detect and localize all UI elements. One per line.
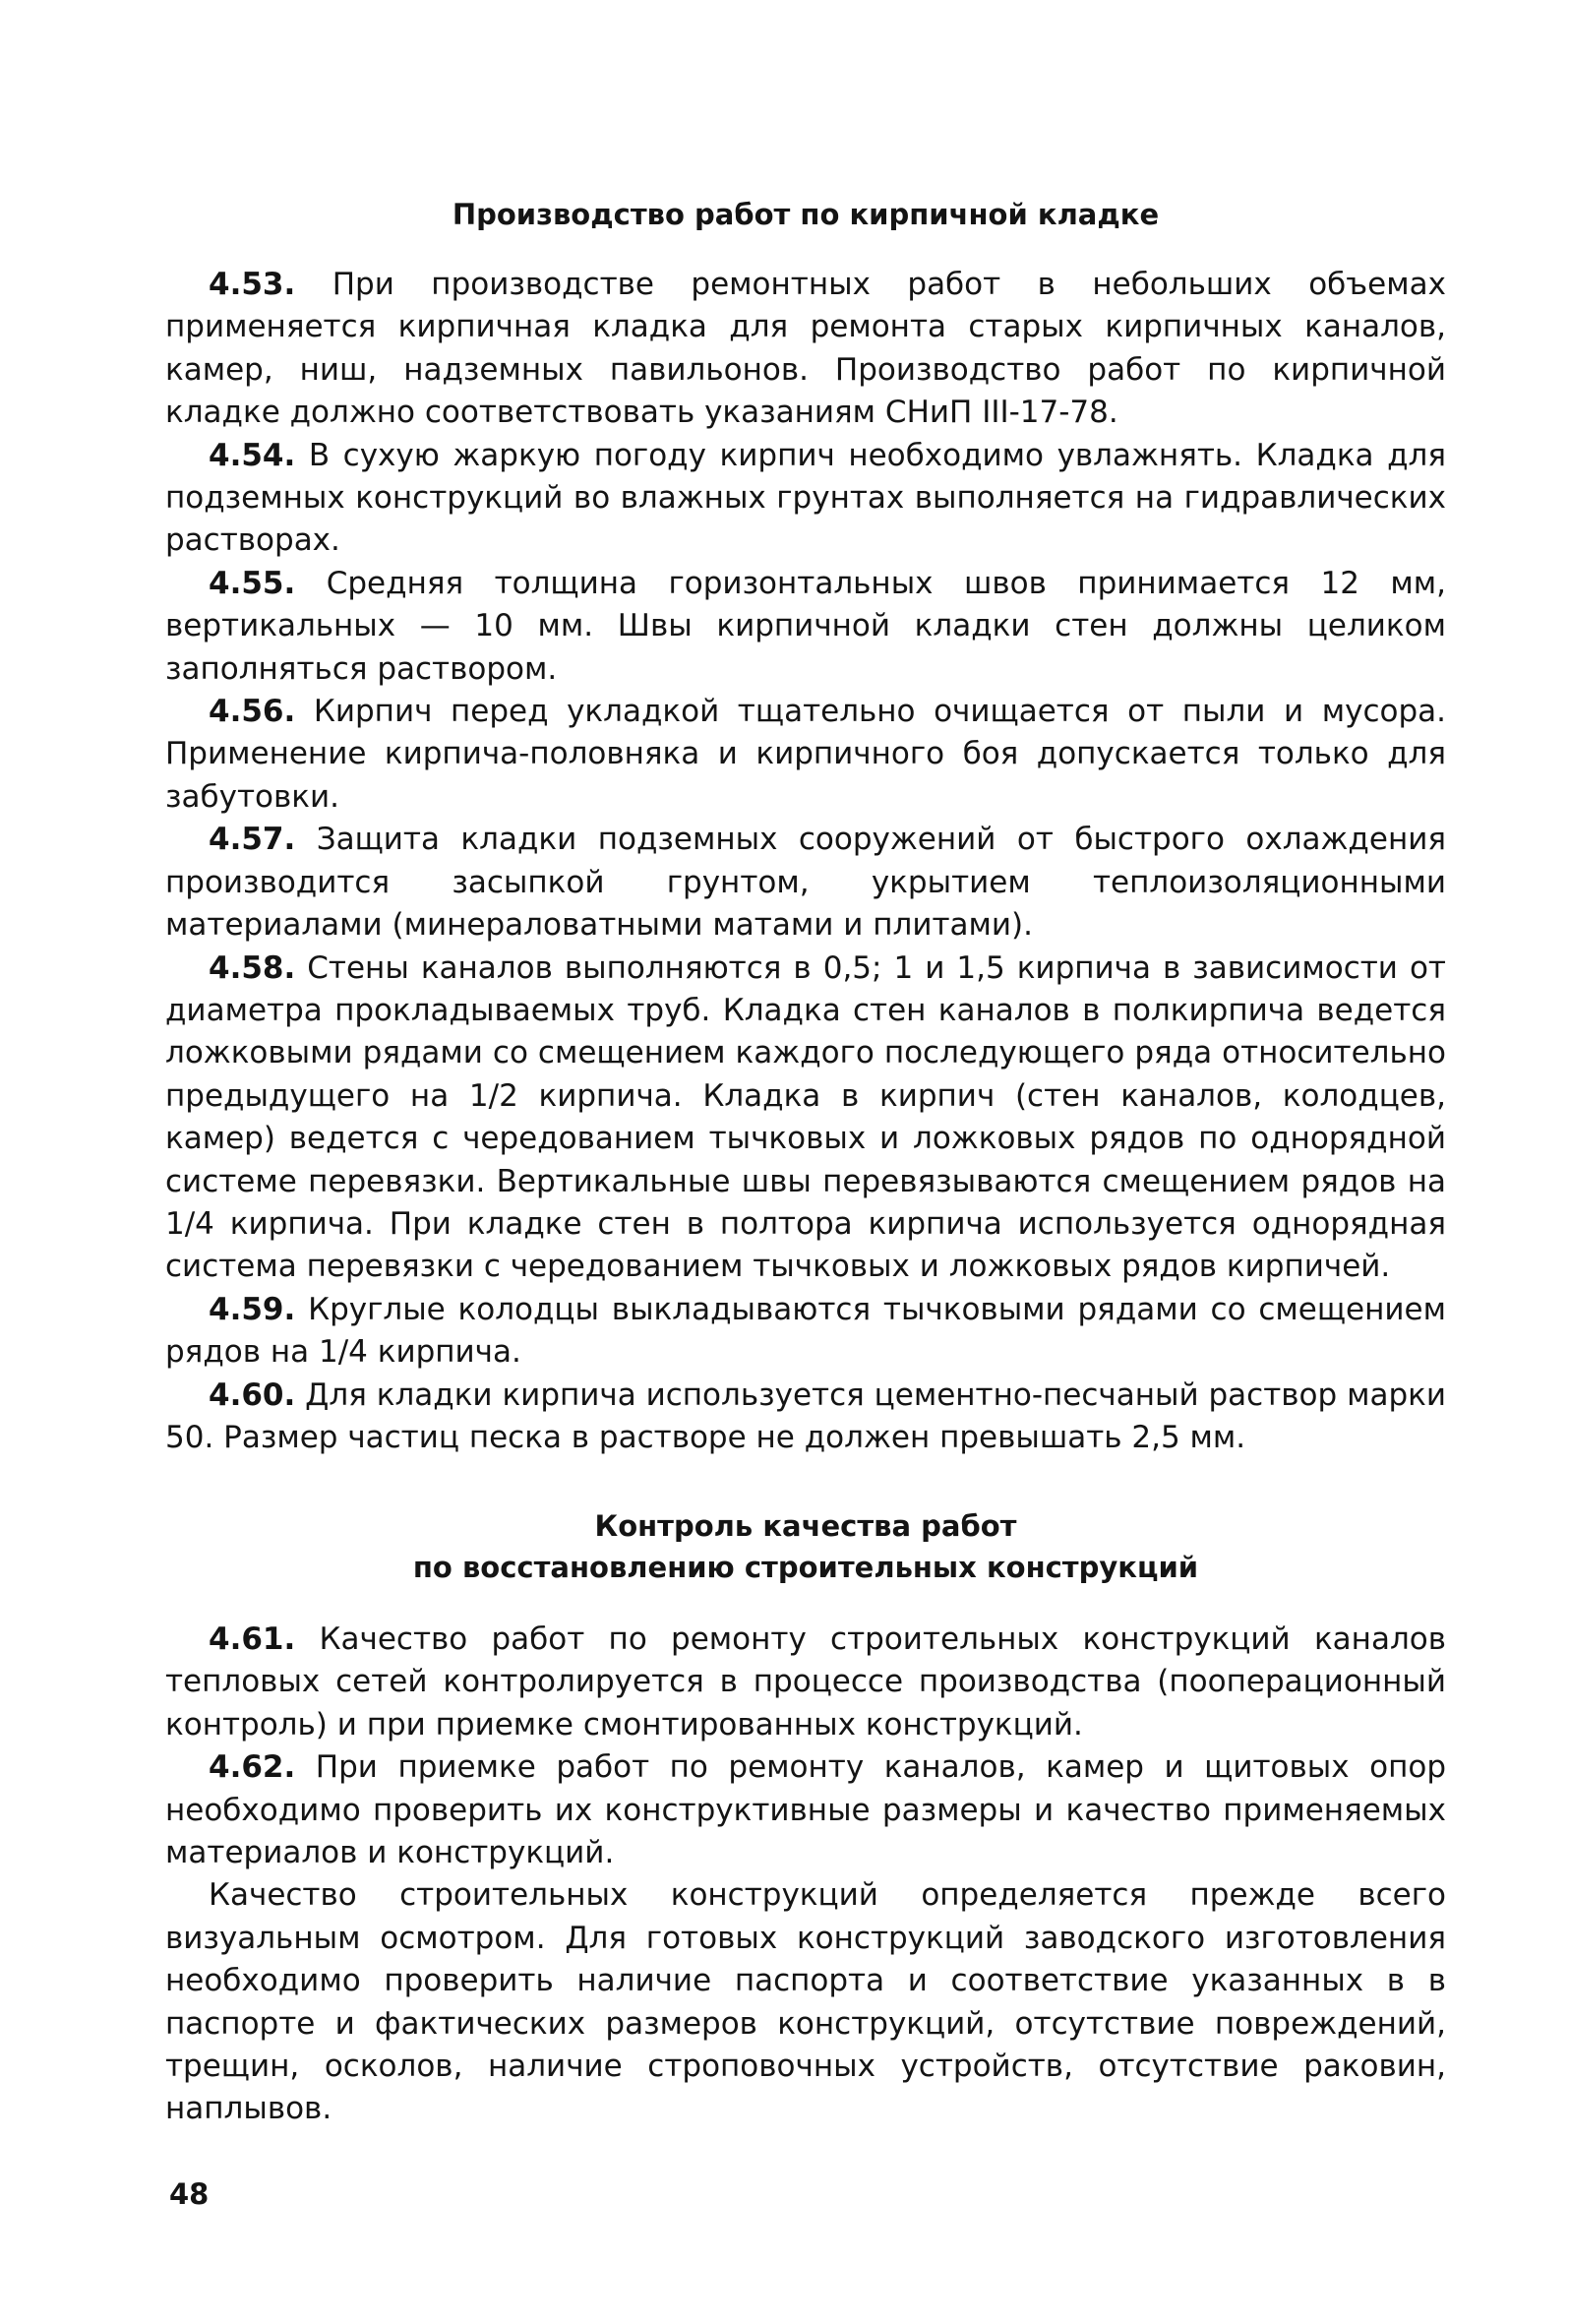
paragraph-4-60 [165, 1375, 1446, 1460]
paragraph-number: 4.54. [209, 437, 296, 473]
paragraph-number: 4.53. [209, 267, 296, 302]
paragraph-text: Качество работ по ремонту строительных конструкций каналов тепловых сетей контролируется в процессе производства (пооперационный контроль) и при приемке смонтированных конструкций. [165, 1621, 1446, 1743]
paragraph-number: 4.61. [209, 1621, 296, 1657]
paragraph-text: В сухую жаркую погоду кирпич необходимо увлажнять. Кладка для подземных конструкций во влажных грунтах выполняется на гидравлических растворах. [165, 437, 1446, 559]
section-2-title-line-2: по восстановлению строительных конструкций [412, 1551, 1199, 1584]
section-1-body [165, 264, 1446, 1459]
paragraph-text: При приемке работ по ремонту каналов, камер и щитовых опор необходимо проверить их конструктивные размеры и качество применяемых материалов и конструкций. [165, 1749, 1447, 1871]
paragraph-number: 4.60. [209, 1376, 296, 1413]
paragraph-4-56 [165, 691, 1446, 819]
paragraph-number: 4.57. [209, 822, 296, 858]
paragraph-number: 4.55. [209, 565, 296, 601]
paragraph-text: При производстве ремонтных работ в небольших объемах применяется кирпичная кладка для ремонта старых кирпичных каналов, камер, ниш, надземных павильонов. Производство работ по кирпичной кладке должно соответствовать указаниям СНиП III-17-78. [165, 267, 1446, 431]
paragraph-text: Средняя толщина горизонтальных швов принимается 12 мм, вертикальных — 10 мм. Швы кирпичной кладки стен должны целиком заполняться раствором. [165, 565, 1447, 687]
page-number: 48 [169, 2177, 210, 2211]
paragraph-number: 4.62. [209, 1749, 296, 1786]
paragraph-4-59 [165, 1289, 1446, 1375]
paragraph-number: 4.58. [209, 949, 296, 986]
paragraph-text: Защита кладки подземных сооружений от быстрого охлаждения производится засыпкой грунтом, укрытием теплоизоляционными материалами (минераловатными матами и плитами). [165, 822, 1447, 944]
closing-paragraph: Качество строительных конструкций определяется прежде всего визуальным осмотром. Для готовых конструкций заводского изготовления необходимо проверить наличие паспорта и соответствие указанных в в паспорте и фактических размеров конструкций, отсутствие повреждений, трещин, осколов, наличие строповочных устройств, отсутствие раковин, наплывов. [165, 1877, 1446, 2127]
section-1 [165, 194, 1446, 235]
paragraph-4-54 [165, 435, 1446, 563]
paragraph-number: 4.56. [209, 694, 296, 730]
paragraph-4-55 [165, 563, 1446, 691]
paragraph-4-53 [165, 264, 1446, 435]
paragraph-4-58 [165, 948, 1446, 1289]
paragraph-text: Для кладки кирпича используется цементно-песчаный раствор марки 50. Размер частиц песка в растворе не должен превышать 2,5 мм. [165, 1376, 1446, 1455]
paragraph-4-57 [165, 819, 1446, 947]
section-2 [165, 1505, 1446, 1588]
section-2-body [165, 1619, 1446, 2131]
paragraph-text: Стены каналов выполняются в 0,5; 1 и 1,5 кирпича в зависимости от диаметра прокладываемых труб. Кладка стен каналов в полкирпича ведется ложковыми рядами со смещением каждого последующего ряда относительно предыдущего на 1/2 кирпича. Кладка в кирпич (стен каналов, колодцев, камер) ведется с чередованием тычковых и ложковых рядов по однорядной системе перевязки. Вертикальные швы перевязываются смещением рядов на 1/4 кирпича. При кладке стен в полтора кирпича используется однорядная система перевязки с чередованием тычковых и ложковых рядов кирпичей. [165, 949, 1446, 1285]
section-1-title: Производство работ по кирпичной кладке [452, 198, 1160, 231]
paragraph-4-62 [165, 1746, 1446, 1874]
paragraph-number: 4.59. [209, 1291, 296, 1327]
paragraph-text: Кирпич перед укладкой тщательно очищается от пыли и мусора. Применение кирпича-половняка и кирпичного боя допускается только для забутовки. [165, 694, 1446, 815]
paragraph-4-61 [165, 1619, 1446, 1746]
paragraph-text: Круглые колодцы выкладываются тычковыми рядами со смещением рядов на 1/4 кирпича. [165, 1291, 1447, 1371]
section-2-title-line-1: Контроль качества работ [594, 1509, 1017, 1543]
